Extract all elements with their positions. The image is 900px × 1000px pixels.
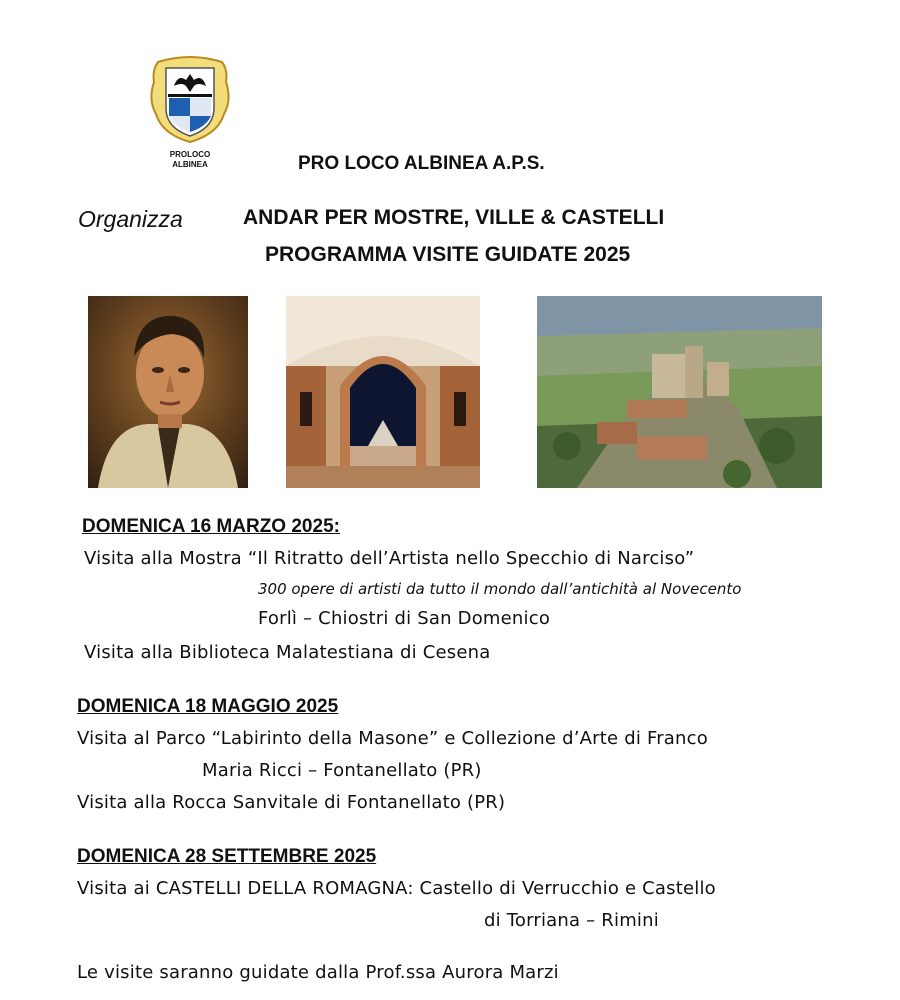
program-subtitle: PROGRAMMA VISITE GUIDATE 2025: [265, 243, 631, 266]
event2-line1b: Maria Ricci – Fontanellato (PR): [202, 760, 482, 781]
event1-date-text: DOMENICA 16 MARZO 2025: [82, 516, 334, 537]
logo-text-line1: PROLOCO: [169, 150, 211, 159]
event2-line2: Visita alla Rocca Sanvitale di Fontanellato (PR): [77, 792, 506, 813]
event1-line2: Visita alla Biblioteca Malatestiana di Cesena: [84, 642, 491, 663]
program-title: ANDAR PER MOSTRE, VILLE & CASTELLI: [243, 206, 665, 229]
logo-text-line2: ALBINEA: [172, 160, 208, 169]
self-portrait-photo: [88, 296, 248, 488]
event2-date: DOMENICA 18 MAGGIO 2025: [77, 696, 339, 717]
event3-date: DOMENICA 28 SETTEMBRE 2025: [77, 846, 377, 867]
event2-line1: Visita al Parco “Labirinto della Masone” e Collezione d’Arte di Franco: [77, 728, 708, 749]
guide-note: Le visite saranno guidate dalla Prof.ssa Aurora Marzi: [77, 962, 559, 983]
labyrinth-masone-photo: [286, 296, 480, 488]
organizza-label: Organizza: [78, 206, 183, 232]
event3-line1b: di Torriana – Rimini: [484, 910, 659, 931]
event1-line1: Visita alla Mostra “Il Ritratto dell’Artista nello Specchio di Narciso”: [84, 548, 695, 569]
event1-note: 300 opere di artisti da tutto il mondo dall’antichità al Novecento: [258, 580, 742, 598]
logo-caption: [150, 150, 230, 170]
event3-line1: Visita ai CASTELLI DELLA ROMAGNA: Castello di Verrucchio e Castello: [77, 878, 716, 899]
event1-place: Forlì – Chiostri di San Domenico: [258, 608, 551, 629]
organization-name: PRO LOCO ALBINEA A.P.S.: [298, 153, 545, 174]
event1-date-suffix: :: [333, 516, 340, 537]
event1-date: [82, 516, 340, 538]
castle-aerial-photo: [537, 296, 822, 488]
proloco-albinea-logo: [148, 52, 232, 144]
